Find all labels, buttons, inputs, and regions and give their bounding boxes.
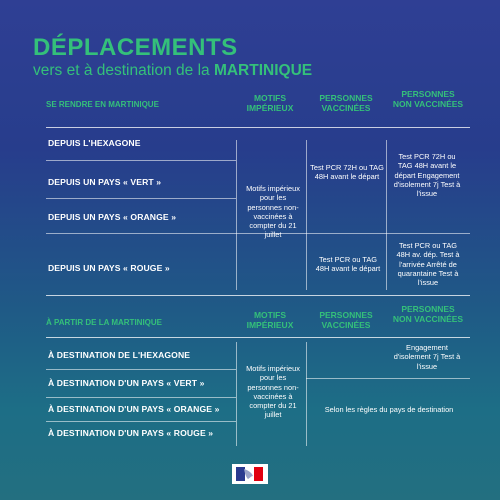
page-subtitle <box>33 62 312 80</box>
section1-vaccinated-cell: Test PCR 72H ou TAG 48H avant le départ <box>310 163 384 182</box>
col-divider <box>236 342 237 446</box>
section2-header-divider <box>46 337 470 338</box>
section1-col-vaccinated: PERSONNES VACCINÉES <box>319 93 373 113</box>
col-divider <box>386 140 387 290</box>
section2-col-vaccinated: PERSONNES VACCINÉES <box>319 310 373 330</box>
row-dest-orange: À DESTINATION D'UN PAYS « ORANGE » <box>48 404 220 414</box>
col-divider <box>236 140 237 290</box>
row-depuis-orange: DEPUIS UN PAYS « ORANGE » <box>48 212 177 222</box>
section2-col-unvaccinated: PERSONNES NON VACCINÉES <box>392 304 464 324</box>
section1-unvaccinated-rouge-cell: Test PCR ou TAG 48H av. dép. Test à l'arrivée Arrêté de quarantaine Test à l'issue <box>396 241 460 288</box>
col-divider <box>306 140 307 290</box>
section1-vaccinated-rouge-cell: Test PCR ou TAG 48H avant le départ <box>315 255 381 274</box>
row-divider <box>46 397 236 398</box>
section2-motifs-cell: Motifs impérieux pour les personnes non-vaccinées à compter du 21 juillet <box>246 364 300 420</box>
row-dest-vert: À DESTINATION D'UN PAYS « VERT » <box>48 378 205 388</box>
row-depuis-hexagone: DEPUIS L'HEXAGONE <box>48 138 141 148</box>
row-dest-hexagone: À DESTINATION DE L'HEXAGONE <box>48 350 191 360</box>
section1-motifs-cell: Motifs impérieux pour les personnes non-vaccinées à compter du 21 juillet <box>246 184 300 240</box>
col-divider <box>306 342 307 446</box>
row-divider <box>306 378 470 379</box>
section1-unvaccinated-cell: Test PCR 72H ou TAG 48H avant le départ Engagement d'isolement 7j Test à l'issue <box>393 152 461 199</box>
section2-col-motifs: MOTIFS IMPÉRIEUX <box>246 310 294 330</box>
section2-unvaccinated-hexagone-cell: Engagement d'isolement 7j Test à l'issue <box>393 343 461 371</box>
subtitle-prefix: vers et à destination de la <box>33 62 210 79</box>
section1-header-divider <box>46 127 470 128</box>
marianne-logo <box>232 464 268 484</box>
section2-other-destinations-cell: Selon les règles du pays de destination <box>324 405 454 414</box>
section1-col-unvaccinated: PERSONNES NON VACCINÉES <box>392 89 464 109</box>
row-divider <box>46 369 236 370</box>
row-dest-rouge: À DESTINATION D'UN PAYS « ROUGE » <box>48 428 214 438</box>
section1-col-motifs: MOTIFS IMPÉRIEUX <box>246 93 294 113</box>
section2-label: À PARTIR DE LA MARTINIQUE <box>46 318 162 327</box>
section-divider <box>46 295 470 296</box>
section1-label: SE RENDRE EN MARTINIQUE <box>46 100 159 109</box>
row-depuis-rouge: DEPUIS UN PAYS « ROUGE » <box>48 263 170 273</box>
row-divider <box>46 421 236 422</box>
row-divider <box>46 160 236 161</box>
page-title: DÉPLACEMENTS <box>33 34 238 61</box>
row-depuis-vert: DEPUIS UN PAYS « VERT » <box>48 177 162 187</box>
row-divider <box>46 198 236 199</box>
subtitle-strong: MARTINIQUE <box>213 62 313 79</box>
marianne-flag-icon <box>232 464 268 484</box>
